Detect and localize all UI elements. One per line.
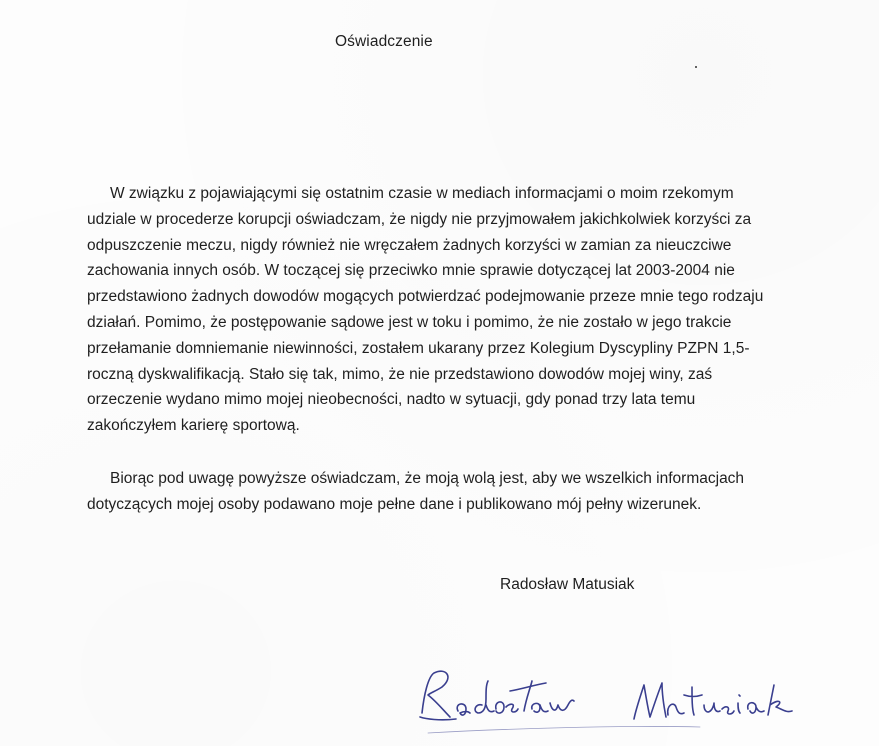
paragraph-1-line: orzeczenie wydano mimo mojej nieobecności, nadto w sytuacji, gdy ponad trzy lata temu [87,391,696,409]
paragraph-1-line: działań. Pomimo, że postępowanie sądowe jest w toku i pomimo, że nie zostało w jego trakcie [87,313,732,331]
paragraph-1-line: przedstawiono żadnych dowodów mogących potwierdzać podejmowanie przeze mnie tego rodzaju [87,288,764,306]
handwritten-signature [400,655,860,745]
paragraph-1-line: przełamanie domniemanie niewinności, zostałem ukarany przez Kolegium Dyscypliny PZPN 1,5- [87,339,750,357]
paragraph-2-line: Biorąc pod uwagę powyższe oświadczam, że moją wolą jest, aby we wszelkich informacjach [110,470,745,487]
paragraph-1-line: W związku z pojawiającymi się ostatnim czasie w mediach informacjami o moim rzekomym [110,185,734,202]
signer-name: Radosław Matusiak [500,576,635,593]
paragraph-2-line: dotyczących mojej osoby podawano moje pełne dane i publikowano mój pełny wizerunek. [87,495,702,513]
document-title: Oświadczenie [335,33,433,50]
paragraph-1 [87,181,832,439]
paragraph-1-line: udziale w procederze korupcji oświadczam, że nigdy nie przyjmowałem jakichkolwiek korzyści za [87,210,752,228]
scan-speck [695,66,697,68]
paragraph-1-line: zachowania innych osób. W toczącej się przeciwko mnie sprawie dotyczącej lat 2003-2004 nie [87,262,735,280]
paragraph-2 [87,466,832,518]
paragraph-1-line: roczną dyskwalifikacją. Stało się tak, mimo, że nie przedstawiono dowodów mojej winy, zaś [87,365,713,383]
paragraph-1-line: odpuszczenie meczu, nigdy również nie wręczałem żadnych korzyści w zamian za nieuczciwe [87,236,732,254]
paragraph-1-line: zakończyłem karierę sportową. [87,417,300,435]
